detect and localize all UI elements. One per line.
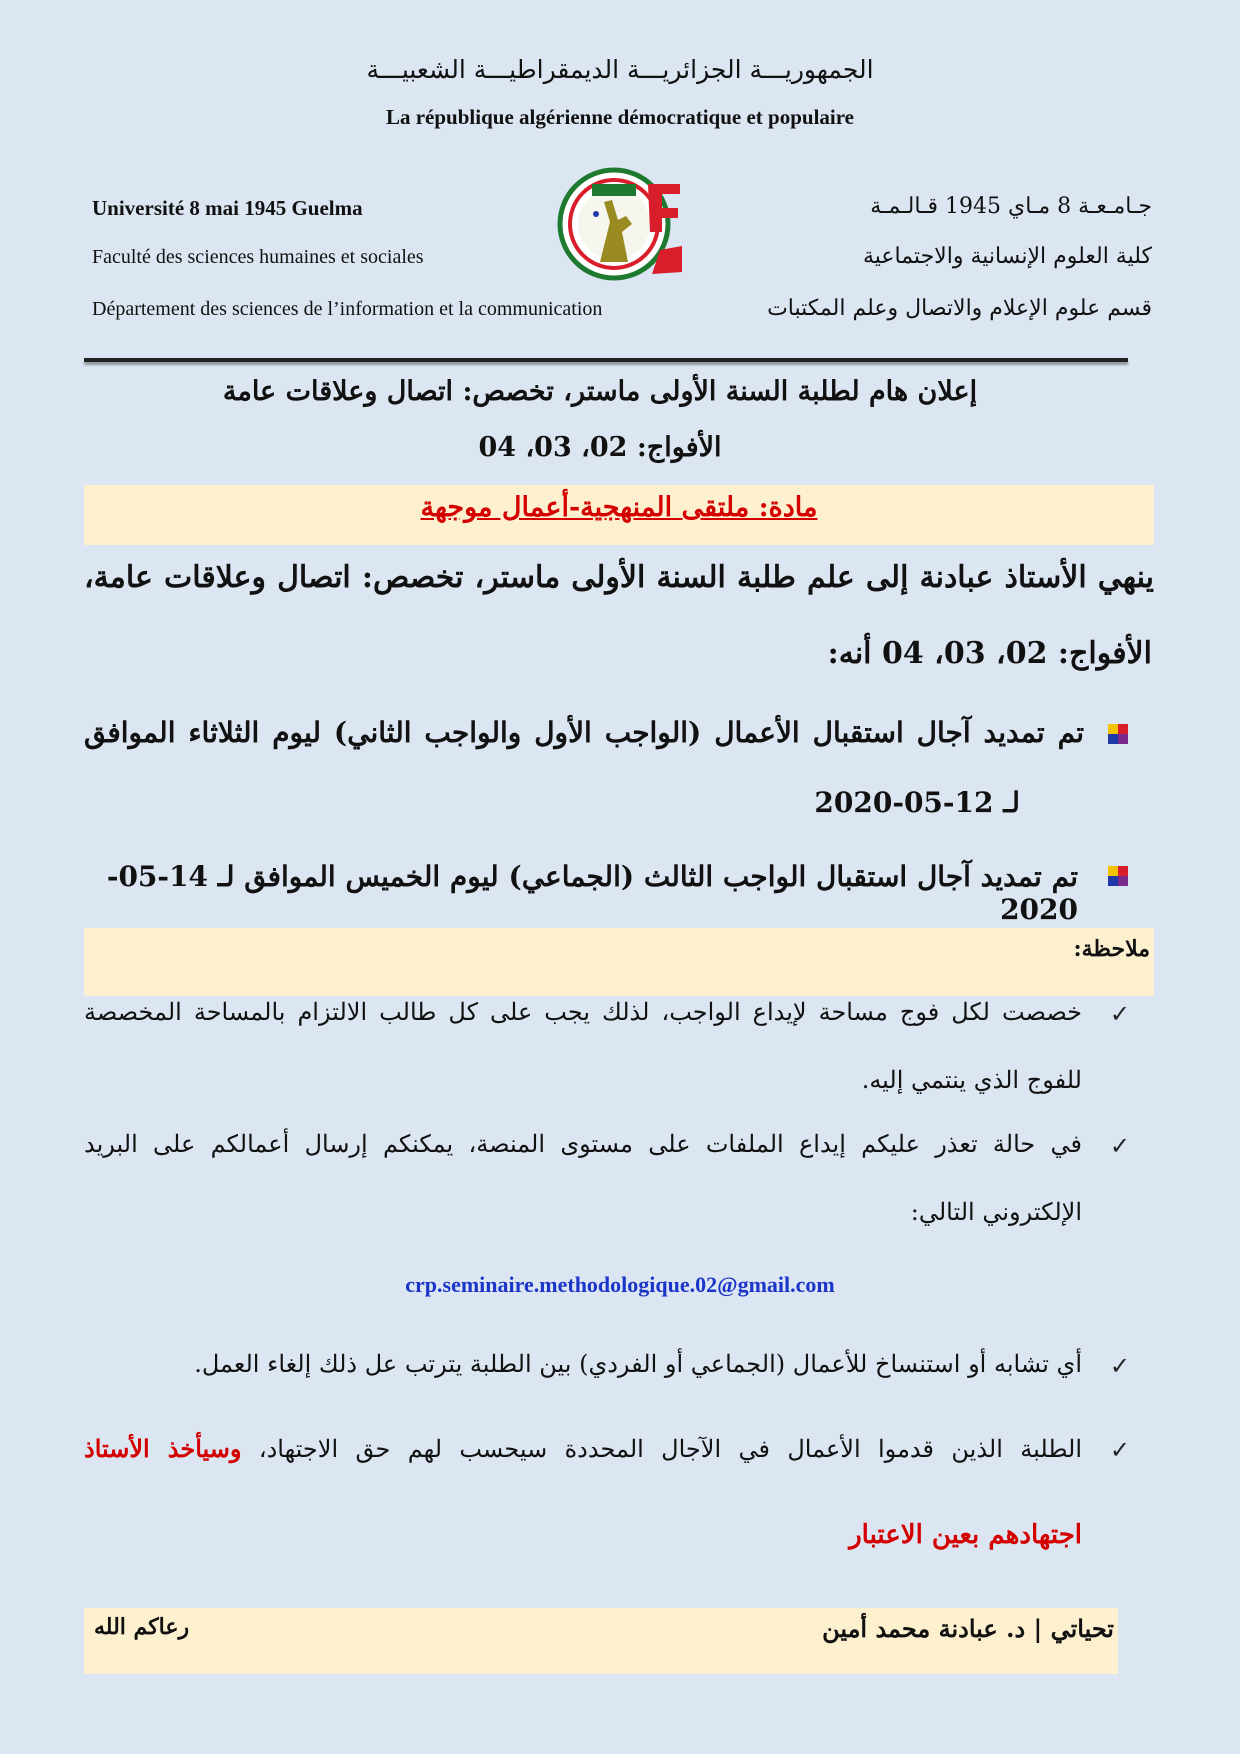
header-divider bbox=[84, 358, 1128, 362]
bullet-icon bbox=[1108, 724, 1128, 744]
republic-title-arabic: الجمهوريـــة الجزائريـــة الديمقراطيـــة الشعبيـــة bbox=[366, 55, 874, 84]
signature: تحياتي | د. عبادنة محمد أمين bbox=[822, 1614, 1114, 1643]
note-4-text: الطلبة الذين قدموا الأعمال في الآجال المحددة سيحسب لهم حق الاجتهاد، bbox=[241, 1435, 1082, 1463]
note-2-line-2: الإلكتروني التالي: bbox=[910, 1198, 1082, 1226]
faculty-name-french: Faculté des sciences humaines et sociales bbox=[92, 246, 424, 268]
faculty-name-arabic: كلية العلوم الإنسانية والاجتماعية bbox=[862, 244, 1152, 269]
note-2-line-1: في حالة تعذر عليكم إيداع الملفات على مستوى المنصة، يمكنكم إرسال أعمالكم على البريد bbox=[84, 1130, 1083, 1158]
email-link[interactable]: crp.seminaire.methodologique.02@gmail.com bbox=[405, 1272, 835, 1297]
bullet-2-line-1: تم تمديد آجال استقبال الواجب الثالث (الجماعي) ليوم الخميس الموافق لـ 14-05-2020 bbox=[106, 860, 1078, 926]
note-label: ملاحظة: bbox=[1073, 936, 1150, 962]
check-icon: ✓ bbox=[1109, 1132, 1130, 1160]
intro-line-1: ينهي الأستاذ عبادنة إلى علم طلبة السنة الأولى ماستر، تخصص: اتصال وعلاقات عامة، bbox=[84, 560, 1154, 595]
bullet-1-line-1: تم تمديد آجال استقبال الأعمال (الواجب الأول والواجب الثاني) ليوم الثلاثاء الموافق bbox=[84, 716, 1084, 749]
note-1-line-1: خصصت لكل فوج مساحة لإيداع الواجب، لذلك يجب على كل طالب الالتزام بالمساحة المخصصة bbox=[84, 998, 1082, 1026]
announcement-groups: الأفواج: 02، 03، 04 bbox=[478, 432, 722, 463]
check-icon: ✓ bbox=[1109, 1436, 1130, 1464]
department-name-french: Département des sciences de l’information et la communication bbox=[92, 298, 603, 320]
note-4-line-1 bbox=[84, 1434, 1082, 1463]
republic-title-french: La république algérienne démocratique et populaire bbox=[385, 105, 855, 129]
department-name-arabic: قسم علوم الإعلام والاتصال وعلم المكتبات bbox=[767, 296, 1152, 321]
note-1-line-2: للفوج الذي ينتمي إليه. bbox=[861, 1066, 1082, 1094]
note-4-line-2: اجتهادهم بعين الاعتبار bbox=[849, 1520, 1082, 1550]
subject-title: مادة: ملتقى المنهجية-أعمال موجهة bbox=[420, 492, 818, 523]
university-logo bbox=[552, 162, 690, 290]
university-name-arabic: جـامـعـة 8 مـاي 1945 قـالـمـة bbox=[870, 194, 1152, 219]
note-3-line-1: أي تشابه أو استنساخ للأعمال (الجماعي أو الفردي) بين الطلبة يترتب عل ذلك إلغاء العمل. bbox=[194, 1350, 1082, 1378]
check-icon: ✓ bbox=[1109, 1352, 1130, 1380]
intro-line-2: الأفواج: 02، 03، 04 أنه: bbox=[827, 636, 1152, 671]
note-4-highlight: وسيأخذ الأستاذ bbox=[84, 1434, 242, 1463]
announcement-title: إعلان هام لطلبة السنة الأولى ماستر، تخصص: اتصال وعلاقات عامة bbox=[222, 376, 978, 407]
university-name-french: Université 8 mai 1945 Guelma bbox=[92, 196, 363, 220]
closing-greeting: رعاكم الله bbox=[94, 1614, 190, 1640]
bullet-1-line-2: لـ 12-05-2020 bbox=[814, 786, 1020, 819]
check-icon: ✓ bbox=[1109, 1000, 1130, 1028]
bullet-icon bbox=[1108, 866, 1128, 886]
